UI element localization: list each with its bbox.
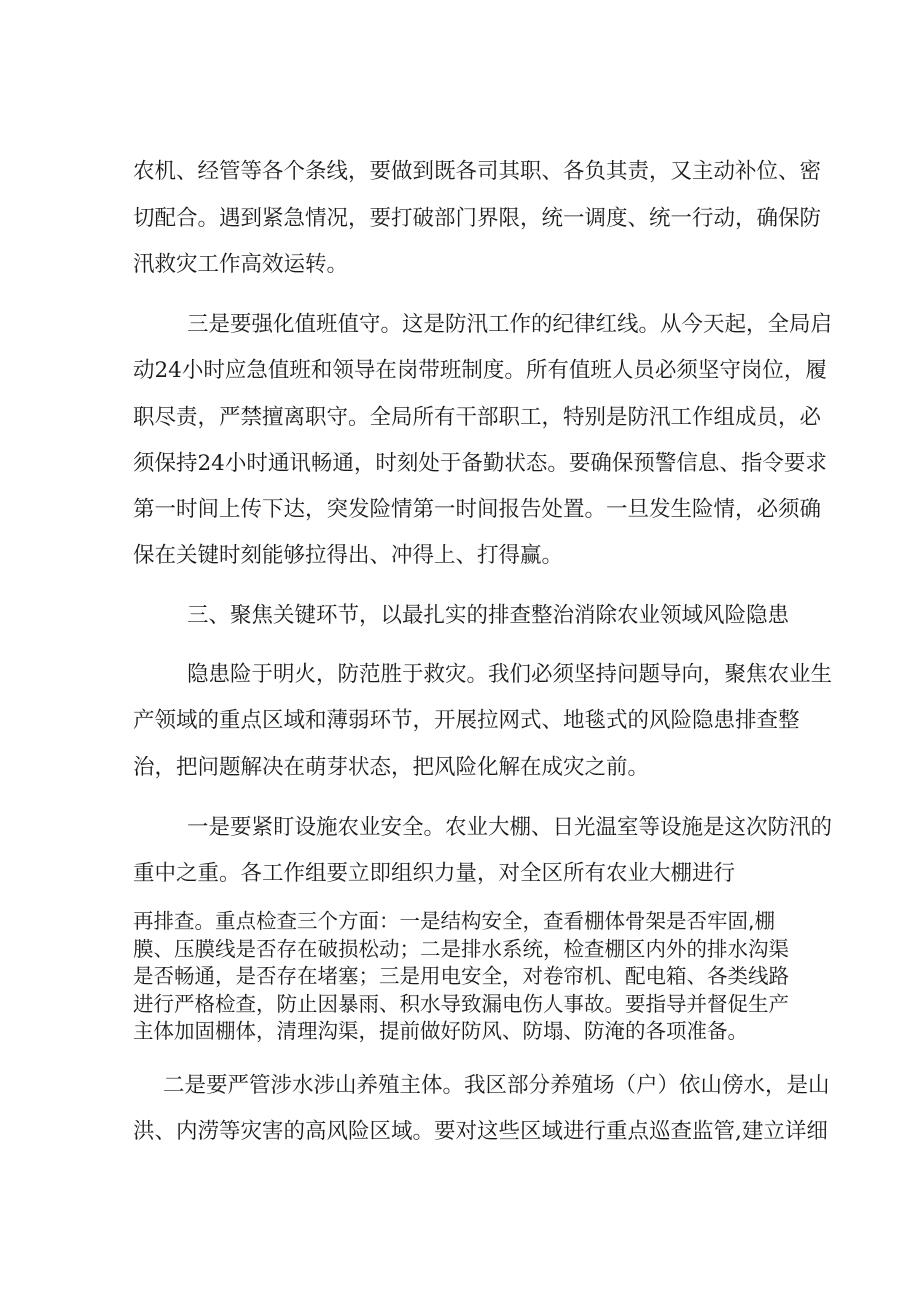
- text-line: 产领域的重点区域和薄弱环节，开展拉网式、地毯式的风险隐患排查整: [133, 708, 800, 733]
- text-line: 治，把问题解决在萌芽状态，把风险化解在成灾之前。: [133, 755, 650, 780]
- section-heading-text: 三、聚焦关键环节，以最扎实的排查整治消除农业领域风险隐患: [187, 603, 790, 628]
- text-line: 洪、内涝等灾害的高风险区域。要对这些区域进行重点巡查监管,建立详细: [133, 1119, 828, 1144]
- text-line: 主体加固棚体，清理沟渠，提前做好防风、防塌、防淹的各项准备。: [133, 1019, 748, 1043]
- text-line: 进行严格检查，防止因暴雨、积水导致漏电伤人事故。要指导并督促生产: [133, 992, 789, 1016]
- text-line: 隐患险于明火，防范胜于救灾。我们必须坚持问题导向，聚焦农业生: [187, 662, 833, 687]
- text-line: 职尽责，严禁擅离职守。全局所有干部职工，特别是防汛工作组成员，必: [133, 405, 822, 430]
- text-line: 汛救灾工作高效运转。: [133, 252, 349, 277]
- text-line: 动24小时应急值班和领导在岗带班制度。所有值班人员必须坚守岗位，履: [133, 358, 827, 383]
- text-line: 须保持24小时通讯畅通，时刻处于备勤状态。要确保预警信息、指令要求: [133, 451, 827, 476]
- text-line: 切配合。遇到紧急情况，要打破部门界限，统一调度、统一行动，确保防: [133, 206, 822, 231]
- text-line: 第一时间上传下达，突发险情第一时间报告处置。一旦发生险情，必须确: [133, 497, 822, 522]
- text-line: 农机、经管等各个条线，要做到既各司其职、各负其责，又主动补位、密: [133, 159, 822, 184]
- text-line: 三是要强化值班值守。这是防汛工作的纪律红线。从今天起，全局启: [187, 312, 833, 337]
- text-line: 再排查。重点检查三个方面：一是结构安全，查看棚体骨架是否牢固,棚: [133, 909, 776, 933]
- text-line: 一是要紧盯设施农业安全。农业大棚、日光温室等设施是这次防汛的: [187, 815, 833, 840]
- text-line: 膜、压膜线是否存在破损松动；二是排水系统，检查棚区内外的排水沟渠: [133, 937, 789, 961]
- text-line: 重中之重。各工作组要立即组织力量，对全区所有农业大棚进行: [133, 861, 736, 886]
- text-line: 是否畅通，是否存在堵塞；三是用电安全，对卷帘机、配电箱、各类线路: [133, 964, 789, 988]
- text-line: 二是要严管涉水涉山养殖主体。我区部分养殖场（户）依山傍水，是山: [163, 1073, 830, 1098]
- text-line: 保在关键时刻能够拉得出、冲得上、打得赢。: [133, 543, 564, 568]
